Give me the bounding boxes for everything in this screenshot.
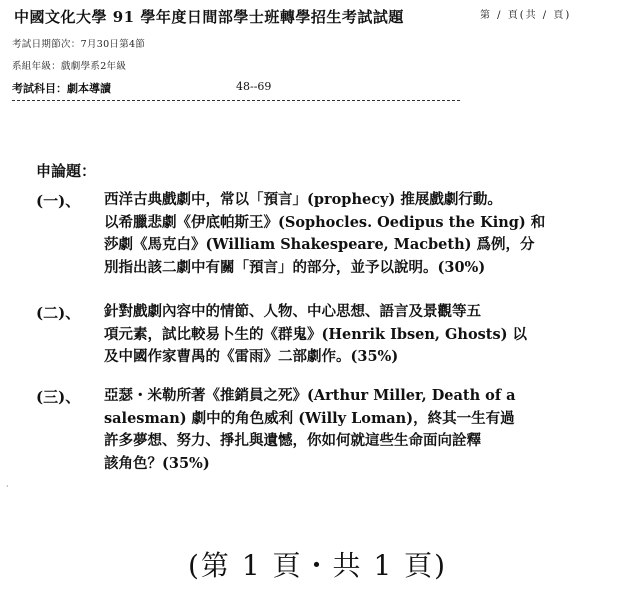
question-2-line-2: 項元素，試比較易卜生的《群鬼》(Henrik Ibsen, Ghosts) 以 bbox=[104, 325, 528, 343]
scan-speck: · bbox=[6, 482, 9, 491]
question-1-line-2: 以希臘悲劇《伊底帕斯王》(Sophocles. Oedipus the King) 和 bbox=[104, 213, 546, 231]
question-3-line-1: 亞瑟・米勒所著《推銷員之死》(Arthur Miller, Death of a bbox=[104, 387, 516, 404]
question-3-number: (三)、 bbox=[36, 388, 81, 406]
question-1-number: (一)、 bbox=[36, 192, 81, 210]
question-1-line-1: 西洋古典戲劇中，常以「預言」(prophecy) 推展戲劇行動。 bbox=[104, 191, 502, 208]
page-marker: 第 / 頁(共 / 頁) bbox=[480, 10, 572, 21]
subject-code: 48--69 bbox=[236, 80, 272, 93]
question-1-line-4: 別指出該二劇中有關「預言」的部分，並予以說明。(30%) bbox=[104, 258, 486, 276]
question-1-line-3: 莎劇《馬克白》(William Shakespeare, Macbeth) 爲例，分 bbox=[104, 236, 535, 253]
header-divider bbox=[12, 100, 460, 101]
question-1-body bbox=[104, 189, 584, 279]
question-3-body bbox=[104, 385, 584, 475]
subject-line: 考試科目：劇本導讀 bbox=[12, 82, 111, 95]
page-footer: (第 1 頁・共 1 頁) bbox=[188, 549, 448, 582]
question-3-line-2: salesman) 劇中的角色威利 (Willy Loman)，終其一生有過 bbox=[104, 409, 515, 427]
question-2-line-3: 及中國作家曹禺的《雷雨》二部劇作。(35%) bbox=[104, 348, 399, 365]
exam-title: 中國文化大學 91 學年度日間部學士班轉學招生考試試題 bbox=[14, 8, 404, 26]
question-2-body bbox=[104, 301, 584, 369]
department-line: 系組年級：戲劇學系2年級 bbox=[12, 61, 127, 72]
question-3-line-3: 許多夢想、努力、掙扎與遺憾，你如何就這些生命面向詮釋 bbox=[104, 432, 481, 449]
question-2-number: (二)、 bbox=[36, 304, 81, 322]
question-3-line-4: 該角色？(35%) bbox=[104, 454, 210, 472]
exam-date-line: 考試日期節次：7月30日第4節 bbox=[12, 39, 146, 50]
section-heading: 申論題： bbox=[36, 162, 97, 180]
question-2-line-1: 針對戲劇內容中的情節、人物、中心思想、語言及景觀等五 bbox=[104, 303, 481, 320]
